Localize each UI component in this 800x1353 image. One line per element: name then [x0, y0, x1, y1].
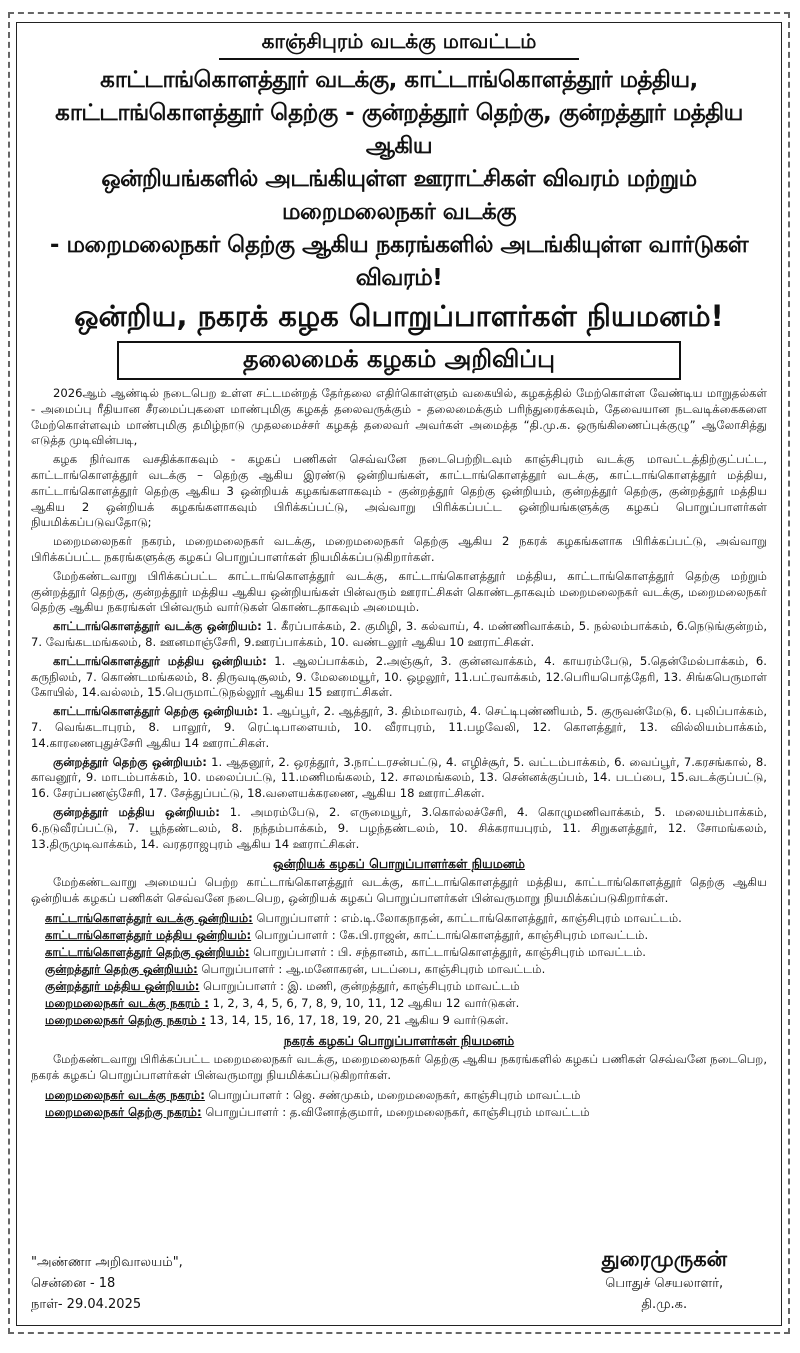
- appointment-text: 13, 14, 15, 16, 17, 18, 19, 20, 21 ஆகிய 9 வார்டுகள்.: [209, 1012, 509, 1027]
- union-text: 1. ஆலப்பாக்கம், 2.அஞ்சூர், 3. குன்னவாக்கம், 4. காயரம்பேடு, 5.தென்மேல்பாக்கம், 6. கருநிலம், 7. கொண்டமங்கலம், 8. திருவடிசூலம், 9. மேலமையூர், 10. ஒழலூர், 11.பட்ரவாக்கம், 12.பெரியபொத்தேரி, 13. சிங்கபெருமாள் கோயில், 14.வல்லம், 15.பெருமாட்டுநல்லூர் ஆகிய 15 ஊராட்சிகள்.: [31, 653, 767, 700]
- appointment-text: 1, 2, 3, 4, 5, 6, 7, 8, 9, 10, 11, 12 ஆகிய 12 வார்டுகள்.: [212, 995, 520, 1010]
- town-appointment-row-1: [31, 1087, 767, 1104]
- district-title: காஞ்சிபுரம் வடக்கு மாவட்டம்: [219, 29, 579, 60]
- union-villages-1: [31, 619, 767, 651]
- appointment-text: பொறுப்பாளர் : பி. சந்தானம், காட்டாங்கொளத்தூர், காஞ்சிபுரம் மாவட்டம்.: [253, 944, 646, 959]
- union-villages-4: [31, 755, 767, 802]
- union-label: காட்டாங்கொளத்தூர் மத்திய ஒன்றியம்:: [53, 653, 267, 668]
- union-label: குன்றத்தூர் தெற்கு ஒன்றியம்:: [53, 754, 207, 769]
- appointment-row-3: [31, 944, 767, 961]
- paragraph-1: 2026ஆம் ஆண்டில் நடைபெற உள்ள சட்டமன்றத் தேர்தலை எதிர்கொள்ளும் வகையில், கழகத்தில் மேற்கொள்ள வேண்டிய மாறுதல்கள் - அமைப்பு ரீதியான சீரமைப்புகளை மாண்புமிகு கழகத் தலைவருக்கும் - தலைமைக்கும் பரிந்துரைக்கவும், தேவையான நடவடிக்கைகளை மேற்கொள்ளவும் மாண்புமிகு தமிழ்நாடு முதலமைச்சர் கழகத் தலைவர் அவர்கள் அமைத்த “தி.மு.க. ஒருங்கிணைப்புக்குழு” ஆலோசித்து எடுத்த முடிவின்படி,: [31, 386, 767, 448]
- paragraph-4: மேற்கண்டவாறு பிரிக்கப்பட்ட காட்டாங்கொளத்தூர் வடக்கு, காட்டாங்கொளத்தூர் மத்திய, காட்டாங்கொளத்தூர் தெற்கு மற்றும் குன்றத்தூர் தெற்கு, குன்றத்தூர் மத்திய ஆகிய ஒன்றியங்கள் பின்வரும் ஊராட்சிகள் கொண்டதாகவும் மறைமலைநகர் வடக்கு, மறைமலைநகர் தெற்கு ஆகிய நகரங்கள் பின்வரும் வார்டுகள் கொண்டதாகவும் அமையும்.: [31, 568, 767, 615]
- appointment-label: காட்டாங்கொளத்தூர் தெற்கு ஒன்றியம்:: [45, 944, 250, 959]
- notice-box: [16, 22, 782, 1326]
- union-label: காட்டாங்கொளத்தூர் வடக்கு ஒன்றியம்:: [53, 619, 262, 634]
- appointment-text: பொறுப்பாளர் : ஆ.மனோகரன், படப்பை, காஞ்சிபுரம் மாவட்டம்.: [201, 961, 546, 976]
- union-appointment-heading: ஒன்றியக் கழகப் பொறுப்பாளர்கள் நியமனம்: [272, 856, 525, 872]
- town-appointment-text: பொறுப்பாளர் : த.வினோத்குமார், மறைமலைநகர், காஞ்சிபுரம் மாவட்டம்: [205, 1104, 590, 1119]
- appointment-text: பொறுப்பாளர் : எம்.டி.லோகநாதன், காட்டாங்கொளத்தூர், காஞ்சிபுரம் மாவட்டம்.: [256, 910, 682, 925]
- footer: [31, 1225, 767, 1315]
- party-name: தி.மு.க.: [641, 1297, 688, 1312]
- announcement-title: தலைமைக் கழகம் அறிவிப்பு: [117, 341, 681, 380]
- headline-line-2: காட்டாங்கொளத்தூர் தெற்கு - குன்றத்தூர் தெற்கு, குன்றத்தூர் மத்திய ஆகிய: [55, 100, 743, 159]
- headline-line-3: ஒன்றியங்களில் அடங்கியுள்ள ஊராட்சிகள் விவரம் மற்றும் மறைமலைநகர் வடக்கு: [101, 166, 697, 225]
- town-appointment-text: பொறுப்பாளர் : ஜெ. சண்முகம், மறைமலைநகர், காஞ்சிபுரம் மாவட்டம்: [208, 1087, 581, 1102]
- appointment-label: குன்றத்தூர் மத்திய ஒன்றியம்:: [45, 978, 200, 993]
- address-line-2: சென்னை - 18: [31, 1276, 116, 1291]
- address-line-1: "அண்ணா அறிவாலயம்",: [31, 1255, 183, 1270]
- address-block: [31, 1252, 183, 1315]
- appointment-row-2: [31, 927, 767, 944]
- appointment-label: குன்றத்தூர் தெற்கு ஒன்றியம்:: [45, 961, 198, 976]
- signatory-title: பொதுச் செயலாளர்,: [605, 1276, 724, 1291]
- town-appointment-label: மறைமலைநகர் தெற்கு நகரம்:: [45, 1104, 202, 1119]
- union-label: காட்டாங்கொளத்தூர் தெற்கு ஒன்றியம்:: [53, 704, 259, 719]
- union-villages-5: [31, 805, 767, 852]
- paragraph-2: கழக நிர்வாக வசதிக்காகவும் - கழகப் பணிகள் செவ்வனே நடைபெற்றிடவும் காஞ்சிபுரம் வடக்கு மாவட்டத்திற்குட்பட்ட, காட்டாங்கொளத்தூர் வடக்கு – தெற்கு ஆகிய இரண்டு ஒன்றியங்கள், காட்டாங்கொளத்தூர் வடக்கு, காட்டாங்கொளத்தூர் மத்திய, காட்டாங்கொளத்தூர் தெற்கு ஆகிய 3 ஒன்றியக் கழகங்களாகவும் - குன்றத்தூர் தெற்கு ஒன்றியம், குன்றத்தூர் தெற்கு, குன்றத்தூர் மத்திய ஆகிய 2 ஒன்றியக் கழகங்களாகவும் பிரிக்கப்பட்டு, அவ்வாறு பிரிக்கப்பட்ட ஒன்றியங்களுக்கு கழகப் பொறுப்பாளர்கள் நியமிக்கப்படுவதோடு;: [31, 452, 767, 530]
- appointment-label: மறைமலைநகர் வடக்கு நகரம் :: [45, 995, 209, 1010]
- headline-appointment: ஒன்றிய, நகரக் கழக பொறுப்பாளர்கள் நியமனம்!: [74, 299, 724, 333]
- appointment-row-4: [31, 961, 767, 978]
- signature-block: [601, 1245, 727, 1315]
- appointment-row-6: [31, 995, 767, 1012]
- appointment-row-1: [31, 910, 767, 927]
- signatory-name: துரைமுருகன்: [601, 1247, 727, 1271]
- union-text: 1. கீரப்பாக்கம், 2. குமிழி, 3. கல்வாய், 4. மண்ணிவாக்கம், 5. நல்லம்பாக்கம், 6.நெடுங்குன்றம், 7. வேங்கடமங்கலம், 8. ஊனமாஞ்சேரி, 9.ஊரப்பாக்கம், 10. வண்டலூர் ஆகிய 10 ஊராட்சிகள்.: [31, 619, 768, 649]
- appointment-label: காட்டாங்கொளத்தூர் வடக்கு ஒன்றியம்:: [45, 910, 253, 925]
- town-appointment-row-2: [31, 1104, 767, 1121]
- date-line: நாள்- 29.04.2025: [31, 1297, 142, 1312]
- union-villages-2: [31, 654, 767, 701]
- appointment-row-5: [31, 978, 767, 995]
- union-text: 1. ஆதனூர், 2. ஒரத்தூர், 3.நாட்டரசன்பட்டு, 4. எழிச்சூர், 5. வட்டம்பாக்கம், 6. வைப்பூர், 7.கரசங்கால், 8. காவனூர், 9. மாடம்பாக்கம், 10. மலைப்பட்டு, 11.மணிமங்கலம், 12. சாலமங்கலம், 13. சென்னக்குப்பம், 14. படப்பை, 15.வடக்குப்பட்டு, 16. சேரப்பணஞ்சேரி, 17. சேத்துப்பட்டு, 18.வளையக்கரணை, ஆகிய 18 ஊராட்சிகள்.: [31, 754, 767, 801]
- town-appointment-intro: மேற்கண்டவாறு பிரிக்கப்பட்ட மறைமலைநகர் வடக்கு, மறைமலைநகர் தெற்கு ஆகிய நகரங்களில் கழகப் பணிகள் செவ்வனே நடைபெற, நகரக் கழகப் பொறுப்பாளர்கள் பின்வருமாறு நியமிக்கப்படுகிறார்கள்.: [31, 1051, 767, 1082]
- union-appointment-intro: மேற்கண்டவாறு அமையப் பெற்ற காட்டாங்கொளத்தூர் வடக்கு, காட்டாங்கொளத்தூர் மத்திய, காட்டாங்கொளத்தூர் தெற்கு ஆகிய ஒன்றியக் கழகப் பணிகள் செவ்வனே நடைபெற, ஒன்றியக் கழகப் பொறுப்பாளர்கள் பின்வருமாறு நியமிக்கப்படுகிறார்கள்.: [31, 875, 767, 906]
- town-appointment-label: மறைமலைநகர் வடக்கு நகரம்:: [45, 1087, 205, 1102]
- union-text: 1. ஆப்பூர், 2. ஆத்தூர், 3. திம்மாவரம், 4. செட்டிபுண்ணியம், 5. குருவன்மேடு, 6. புலிப்பாக்கம், 7. வெங்கடாபுரம், 8. பாலூர், 9. ரெட்டிபாளையம், 10. வீராபுரம், 11.பழவேலி, 12. கொளத்தூர், 13. வில்லியம்பாக்கம், 14.காரணைபுதுச்சேரி ஆகிய 14 ஊராட்சிகள்.: [31, 704, 768, 750]
- headline-line-4: - மறைமலைநகர் தெற்கு ஆகிய நகரங்களில் அடங்கியுள்ள வார்டுகள் விவரம்!: [49, 232, 749, 291]
- union-text: 1. அமரம்பேடு, 2. எருமையூர், 3.கொல்லச்சேரி, 4. கொழுமணிவாக்கம், 5. மலையம்பாக்கம், 6.நடுவீரப்பட்டு, 7. பூந்தண்டலம், 8. நந்தம்பாக்கம், 9. பழந்தண்டலம், 10. சிக்கராயபுரம், 11. சிறுகளத்தூர், 12. சோமங்கலம், 13.திருமுடிவாக்கம், 14. வரதராஜபுரம் ஆகிய 14 ஊராட்சிகள்.: [31, 804, 768, 851]
- union-label: குன்றத்தூர் மத்திய ஒன்றியம்:: [53, 804, 220, 819]
- page-border: [8, 12, 790, 1334]
- town-appointment-heading: நகரக் கழகப் பொறுப்பாளர்கள் நியமனம்: [283, 1032, 515, 1048]
- appointment-label: மறைமலைநகர் தெற்கு நகரம் :: [45, 1012, 206, 1027]
- appointment-row-7: [31, 1012, 767, 1029]
- union-villages-3: [31, 704, 767, 751]
- headline-line-1: காட்டாங்கொளத்தூர் வடக்கு, காட்டாங்கொளத்தூர் மத்திய,: [100, 67, 698, 93]
- appointment-text: பொறுப்பாளர் : இ. மணி, குன்றத்தூர், காஞ்சிபுரம் மாவட்டம்: [203, 978, 520, 993]
- appointment-label: காட்டாங்கொளத்தூர் மத்திய ஒன்றியம்:: [45, 927, 252, 942]
- appointment-text: பொறுப்பாளர் : கே.பி.ராஜன், காட்டாங்கொளத்தூர், காஞ்சிபுரம் மாவட்டம்.: [254, 927, 649, 942]
- paragraph-3: மறைமலைநகர் நகரம், மறைமலைநகர் வடக்கு, மறைமலைநகர் தெற்கு ஆகிய 2 நகரக் கழகங்களாக பிரிக்கப்பட்டு, அவ்வாறு பிரிக்கப்பட்ட நகரங்களுக்கு கழகப் பொறுப்பாளர்கள் நியமிக்கப்படுகிறார்கள்.: [31, 534, 767, 564]
